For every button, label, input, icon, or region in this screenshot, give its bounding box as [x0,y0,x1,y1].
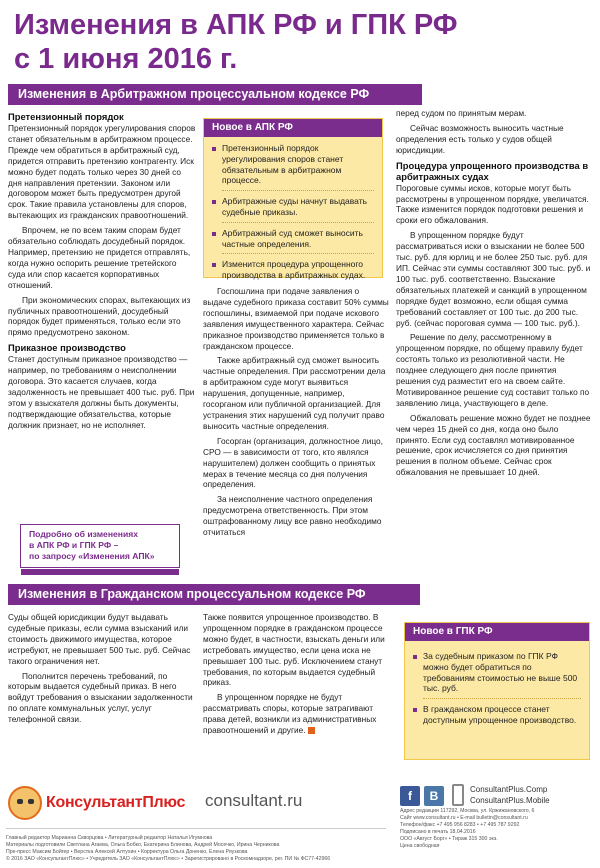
footer [0,778,600,868]
paragraph: За неисполнение частного определения предусмотрена ответственность. При этом оштрафованному лицу все равно необходимо отчитаться [203,494,382,538]
paragraph: В упрощенном порядке не будут рассматривать споры, которые затрагивают права детей, возникли из административных правоотношений и другие. [203,692,377,736]
facebook-icon[interactable]: f [400,786,420,806]
gpk-news-item: За судебным приказом по ГПК РФ можно будет обратиться по требованиям стоимостью не выше 500 тыс. руб. [413,651,581,699]
gpk-column-1 [8,612,196,729]
gpk-news-box [404,622,590,760]
title-line-2: с 1 июня 2016 г. [14,43,238,75]
paragraph: Также появится упрощенное производство. В упрощенном порядке в гражданском процессе можно будет, в частности, взыскать деньги или истребовать имущество, если цена иска не превышает 100 тыс. руб. Исключением станут требования, по которым выдается судебный приказ. [203,612,385,688]
gpk-news-box-title: Новое в ГПК РФ [405,623,589,641]
paragraph: Пополнится перечень требований, по которым выдается судебный приказ. В него войдут требования о взыскании задолженности по оплате коммунальных услуг, услуг телефонной связи. [8,670,193,725]
apk-news-item: Арбитражные суды начнут выдавать судебные приказы. [212,196,374,223]
callout-line: по запросу «Изменения АПК» [29,551,155,561]
apk-section-bar: Изменения в Арбитражном процессуальном кодексе РФ [8,84,408,105]
page-title [14,8,574,76]
address-line: Телефон/факс +7 495 956 8283 • +7 495 787 9292 [400,822,520,828]
credits-line: Пре-пресс Максим Бойгер • Верстка Алексей Алтухин • Корректура Ольга Доненко, Елена Ряузкова [6,849,248,855]
address-line: Подписано в печать 18.04.2016 [400,829,476,835]
apk-news-box [203,118,383,281]
apk-news-box-title: Новое в АПК РФ [204,119,382,137]
divider [6,828,386,829]
paragraph: Госорган (организация, должностное лицо, СРО — в зависимости от того, кто являлся нарушителем) должен сообщить о принятых мерах в течение месяца со дня получения определения. [203,435,383,490]
paragraph: Впрочем, не по всем таким спорам будет обязательно соблюдать досудебный порядок. Например, претензию не придется отправлять, когда нужно оспорить решение третейского суда или спор касается корпоративных отношений. [8,225,191,290]
callout-line: в АПК РФ и ГПК РФ – [29,540,119,550]
publisher-address [400,808,596,850]
address-line: Адрес редакции 117292, Москва, ул. Кржижановского, 6 [400,808,535,814]
details-callout[interactable] [20,524,180,568]
apk-column-2 [203,286,389,542]
credits [6,835,386,863]
callout-line: Подробно об изменениях [29,529,139,539]
apk-column-1 [8,108,196,435]
gpk-news-item: В гражданском процессе станет доступным упрощенное производство. [413,704,581,726]
site-link[interactable]: consultant.ru [205,791,303,810]
paragraph: Сейчас возможность выносить частные определения есть только у судов общей юрисдикции. [396,122,564,155]
title-line-1: Изменения в АПК РФ и ГПК РФ [14,9,458,41]
paragraph: Претензионный порядок урегулирования споров станет обязательным в арбитражном процессе. Прежде чем обратиться в арбитражный суд, придется отправить претензию контрагенту. Иск можно будет подать только через 30 дней со дня направления претензии. Законом или договором может быть предусмотрен другой срок. Такие правила установлены для споров, вытекающих из гражданских правоотношений. [8,123,196,221]
social-links [470,784,550,806]
end-of-article-mark [308,727,315,734]
link-comp[interactable]: ConsultantPlus.Comp [470,785,548,794]
heading-claim-procedure: Претензионный порядок [8,111,124,122]
address-line: ООО «Август Борг» • Тираж 315 300 экз. [400,836,498,842]
paragraph: Станет доступным приказное производство — например, по требованиям о неисполнении договора. Это касается случаев, когда задолженность не превышает 400 тыс. руб. При этом у взыскателя должны быть документы, подтверждающие обязательства, которые должник признает, но не исполняет. [8,354,195,430]
logo-text: КонсультантПлюс [46,794,186,811]
paragraph: В упрощенном порядке будут рассматриваться иски о взыскании не более 500 тыс. руб. для юрлиц и не более 250 тыс. руб. для ИП. Сейчас эти суммы составляют 300 тыс. руб. и 100 тыс. руб. соответственно. Взыскание обязательных платежей и санкций в упрощенном порядке будет возможно, если общая сумма требований составляет от 100 тыс. до 200 тыс. руб. (сейчас пороговая сумма — 100 тыс. руб.). [396,230,591,328]
paragraph: Решение по делу, рассмотренному в упрощенном порядке, по общему правилу будет состоять только из резолютивной части. Не позднее следующего дня после принятия решения суд разместит его на своем сайте. Мотивированное решение суд составит только по заявлению лица, участвующего в деле. [396,332,590,408]
heading-simplified-procedure: Процедура упрощенного производства в арбитражных судах [396,159,589,182]
mascot-icon [8,786,42,820]
paragraph: Также арбитражный суд сможет выносить частные определения. При рассмотрении дела в арбитражном суде могут выявиться нарушения, допущенные, например, госорганом или публичной организацией. Для устранения этих нарушений суд получит право выносить частные определения. [203,355,386,431]
apk-news-item: Арбитражный суд сможет выносить частные определения. [212,228,374,255]
address-line: Цена свободная [400,843,440,849]
apk-column-3 [396,108,592,482]
vk-icon[interactable]: В [424,786,444,806]
credits-line: Главный редактор Марианна Скворцова • Литературный редактор Наталья Игумнова [6,835,213,841]
gpk-column-2 [203,612,389,740]
link-mobile[interactable]: ConsultantPlus.Mobile [470,796,550,805]
paragraph: Госпошлина при подаче заявления о выдаче судебного приказа составит 50% суммы госпошлины, взимаемой при подаче искового заявления имущественного характера. Сейчас приказное производство применяется только в гражданском процессе. [203,286,389,351]
paragraph: Суды общей юрисдикции будут выдавать судебные приказы, если сумма взысканий или стоимость движимого имущества, которое истребуют, не превышает 500 тыс. руб. Сейчас такого ограничения нет. [8,612,191,666]
paragraph: Обжаловать решение можно будет не позднее чем через 15 дней со дня, когда оно было принято. Если суд составлял мотивированное решение, срок исчисляется со дня принятия решения в полном объеме. Сейчас срок обжалования не превышает 10 дней. [396,412,591,478]
credits-line: Материалы подготовили Светлана Агаева, Ольга Бобко, Екатерина Блинова, Андрей Мосечко, Ирина Черникова [6,842,280,848]
paragraph: Пороговые суммы исков, которые могут быть рассмотрены в упрощенном порядке, увеличатся. Также изменится порядок подготовки решения и сроки его обжалования. [396,182,589,226]
consultant-logo[interactable] [8,786,198,822]
apk-news-item: Изменится процедура упрощенного производства в арбитражных судах. [212,259,374,281]
heading-order-proceedings: Приказное производство [8,342,126,354]
gpk-section-bar: Изменения в Гражданском процессуальном кодексе РФ [8,584,406,605]
mobile-phone-icon [452,784,464,806]
address-line: Сайт www.consultant.ru • E-mail bulletin@consultant.ru [400,815,528,821]
credits-line: © 2016 ЗАО «КонсультантПлюс» • Учредитель ЗАО «КонсультантПлюс» • Зарегистрировано в Роскомнадзоре, рег. ПИ № ФС77-42966 [6,856,331,862]
paragraph: При экономических спорах, вытекающих из публичных правоотношений, досудебный порядок будет применяться, только если это прямо предусмотрено законом. [8,294,191,338]
paragraph: перед судом по принятым мерам. [396,108,527,118]
apk-news-item: Претензионный порядок урегулирования споров станет обязательным в арбитражном процессе. [212,143,374,191]
